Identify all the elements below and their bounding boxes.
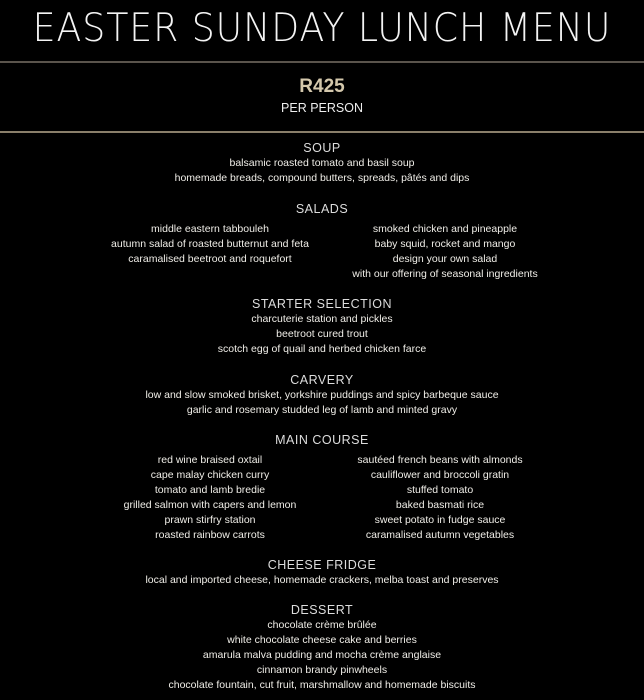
menu-item: cinnamon brandy pinwheels: [256, 664, 388, 676]
section-heading: STARTER SELECTION: [251, 297, 392, 311]
menu-title: EASTER SUNDAY LUNCH MENU: [32, 6, 612, 51]
menu-item: sautéed french beans with almonds: [357, 454, 523, 466]
menu-item: prawn stirfry station: [164, 514, 256, 526]
section-salads: [0, 201, 644, 279]
menu-item: design your own salad: [392, 253, 498, 265]
menu-item: beetroot cured trout: [276, 328, 368, 340]
menu-item: scotch egg of quail and herbed chicken farce: [217, 343, 427, 355]
salads-right-column: [295, 222, 595, 282]
menu-item: caramalised autumn vegetables: [365, 529, 515, 541]
menu-item: local and imported cheese, homemade crackers, melba toast and preserves: [145, 574, 499, 586]
section-heading: SOUP: [303, 141, 341, 155]
divider: [0, 131, 644, 133]
section-dessert: [0, 602, 644, 693]
section-carvery: [0, 372, 644, 418]
section-main-course: [0, 432, 644, 540]
divider: [0, 61, 644, 63]
menu-item: cauliflower and broccoli gratin: [370, 469, 510, 481]
section-heading: DESSERT: [290, 603, 354, 617]
menu-item: grilled salmon with capers and lemon: [123, 499, 297, 511]
menu-item: homemade breads, compound butters, spreads, pâtés and dips: [174, 172, 470, 184]
section-heading: MAIN COURSE: [275, 433, 369, 447]
price: R425: [299, 76, 345, 97]
menu-item: chocolate crème brûlée: [267, 619, 377, 631]
menu-item: smoked chicken and pineapple: [372, 223, 518, 235]
menu-item: balsamic roasted tomato and basil soup: [229, 157, 415, 169]
menu-item: amarula malva pudding and mocha crème anglaise: [202, 649, 442, 661]
price-note: PER PERSON: [281, 101, 363, 115]
section-soup: [0, 140, 644, 186]
menu-item: chocolate fountain, cut fruit, marshmallow and homemade biscuits: [168, 679, 476, 691]
section-heading: SALADS: [295, 202, 349, 216]
menu-item: low and slow smoked brisket, yorkshire puddings and spicy barbeque sauce: [145, 389, 499, 401]
menu-item: roasted rainbow carrots: [155, 529, 265, 541]
menu-item: sweet potato in fudge sauce: [374, 514, 506, 526]
menu-item: cape malay chicken curry: [150, 469, 270, 481]
section-starter: [0, 296, 644, 357]
menu-item: caramalised beetroot and roquefort: [128, 253, 292, 265]
section-cheese: [0, 557, 644, 588]
menu-item: autumn salad of roasted butternut and feta: [111, 238, 309, 250]
menu-item: baked basmati rice: [395, 499, 485, 511]
menu-item: stuffed tomato: [406, 484, 474, 496]
menu-item: garlic and rosemary studded leg of lamb and minted gravy: [186, 404, 458, 416]
section-heading: CHEESE FRIDGE: [267, 558, 377, 572]
menu-item: middle eastern tabbouleh: [151, 223, 269, 235]
menu-item: red wine braised oxtail: [157, 454, 263, 466]
menu-item: with our offering of seasonal ingredients: [352, 268, 538, 280]
section-heading: CARVERY: [290, 373, 354, 387]
menu-item: white chocolate cheese cake and berries: [227, 634, 417, 646]
menu-item: charcuterie station and pickles: [251, 313, 393, 325]
main-right-column: [290, 453, 590, 543]
menu-item: tomato and lamb bredie: [154, 484, 266, 496]
menu-item: baby squid, rocket and mango: [374, 238, 516, 250]
